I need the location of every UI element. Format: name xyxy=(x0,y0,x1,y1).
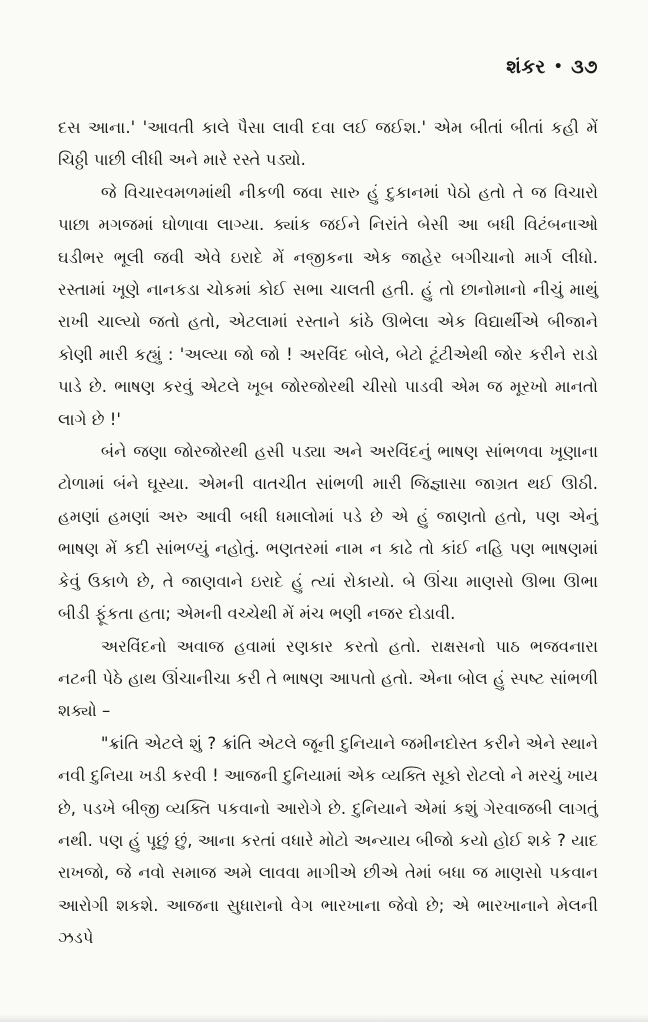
paragraph-1: દસ આના.' 'આવતી કાલે પૈસા લાવી દવા લઈ જઈશ.' એમ બીતાં બીતાં કહી મેં ચિઠ્ઠી પાછી લીધી અને મારે રસ્તે પડ્યો. xyxy=(58,118,598,170)
body-text xyxy=(58,112,598,955)
paragraph-4: અરવિંદનો અવાજ હવામાં રણકાર કરતો હતો. રાક્ષસનો પાઠ ભજવનારા નટની પેઠે હાથ ઊંચાનીચા કરી તે ભાષણ આપતો હતો. એના બોલ હું સ્પષ્ટ સાંભળી શક્યો – xyxy=(58,636,598,721)
header-separator: • xyxy=(553,59,564,75)
paragraph-3: બંને જણા જોરજોરથી હસી પડ્યા અને અરવિંદનું ભાષણ સાંભળવા ખૂણાના ટોળામાં બંને ઘૂસ્યા. એમની વાતચીત સાંભળી મારી જિજ્ઞાસા જાગ્રત થઈ ઊઠી. હમણાં હમણાં અરુ આવી બધી ધમાલોમાં પડે છે એ હું જાણતો હતો, પણ એનું ભાષણ મેં કદી સાંભળ્યું નહોતું. ભણતરમાં નામ ન કાઢે તો કાંઈ નહિ પણ ભાષણમાં કેવું ઉકાળે છે, તે જાણવાને ઇરાદે હું ત્યાં રોકાયો. બે ઊંચા માણસો ઊભા ઊભા બીડી ફૂંકતા હતા; એમની વચ્ચેથી મેં મંચ ભણી નજર દોડાવી. xyxy=(58,442,598,624)
chapter-title: શંકર xyxy=(506,56,546,78)
running-header xyxy=(506,56,598,78)
page-bottom-edge xyxy=(0,1014,648,1022)
paragraph-5: "ક્રાંતિ એટલે શું ? ક્રાંતિ એટલે જૂની દુનિયાને જમીનદોસ્ત કરીને એને સ્થાને નવી દુનિયા ખડી કરવી ! આજની દુનિયામાં એક વ્યક્તિ સૂકો રોટલો ને મરચું ખાય છે, પડખે બીજી વ્યક્તિ પકવાનો આરોગે છે. દુનિયાને એમાં કશું ગેરવાજબી લાગતું નથી. પણ હું પૂછું છું, આના કરતાં વધારે મોટો અન્યાય બીજો કયો હોઈ શકે ? યાદ રાખજો, જે નવો સમાજ અમે લાવવા માગીએ છીએ તેમાં બધા જ માણસો પકવાન આરોગી શકશે. આજના સુધારાનો વેગ ભારખાના જેવો છે; એ ભારખાનાને મેલની ઝડપે xyxy=(58,733,598,948)
page-number: ૩૭ xyxy=(571,56,598,78)
paragraph-2: જે વિચારવમળમાંથી નીકળી જવા સારુ હું દુકાનમાં પેઠો હતો તે જ વિચારો પાછા મગજમાં ઘોળાવા લાગ્યા. ક્યાંક જઈને નિરાંતે બેસી આ બધી વિટંબનાઓ ઘડીભર ભૂલી જવી એવે ઇરાદે મેં નજીકના એક જાહેર બગીચાનો માર્ગ લીધો. રસ્તામાં ખૂણે નાનકડા ચોકમાં કોઈ સભા ચાલતી હતી. હું તો છાનોમાનો નીચું માથું રાખી ચાલ્યો જતો હતો, એટલામાં રસ્તાને કાંઠે ઊભેલા એક વિદ્યાર્થીએ બીજાને કોણી મારી કહ્યું : 'અલ્યા જો જો ! અરવિંદ બોલે, બેટો ટૂંટીએથી જોર કરીને રાડો પાડે છે. ભાષણ કરવું એટલે ખૂબ જોરજોરથી ચીસો પાડવી એમ જ મૂરખો માનતો લાગે છે !' xyxy=(58,182,598,429)
